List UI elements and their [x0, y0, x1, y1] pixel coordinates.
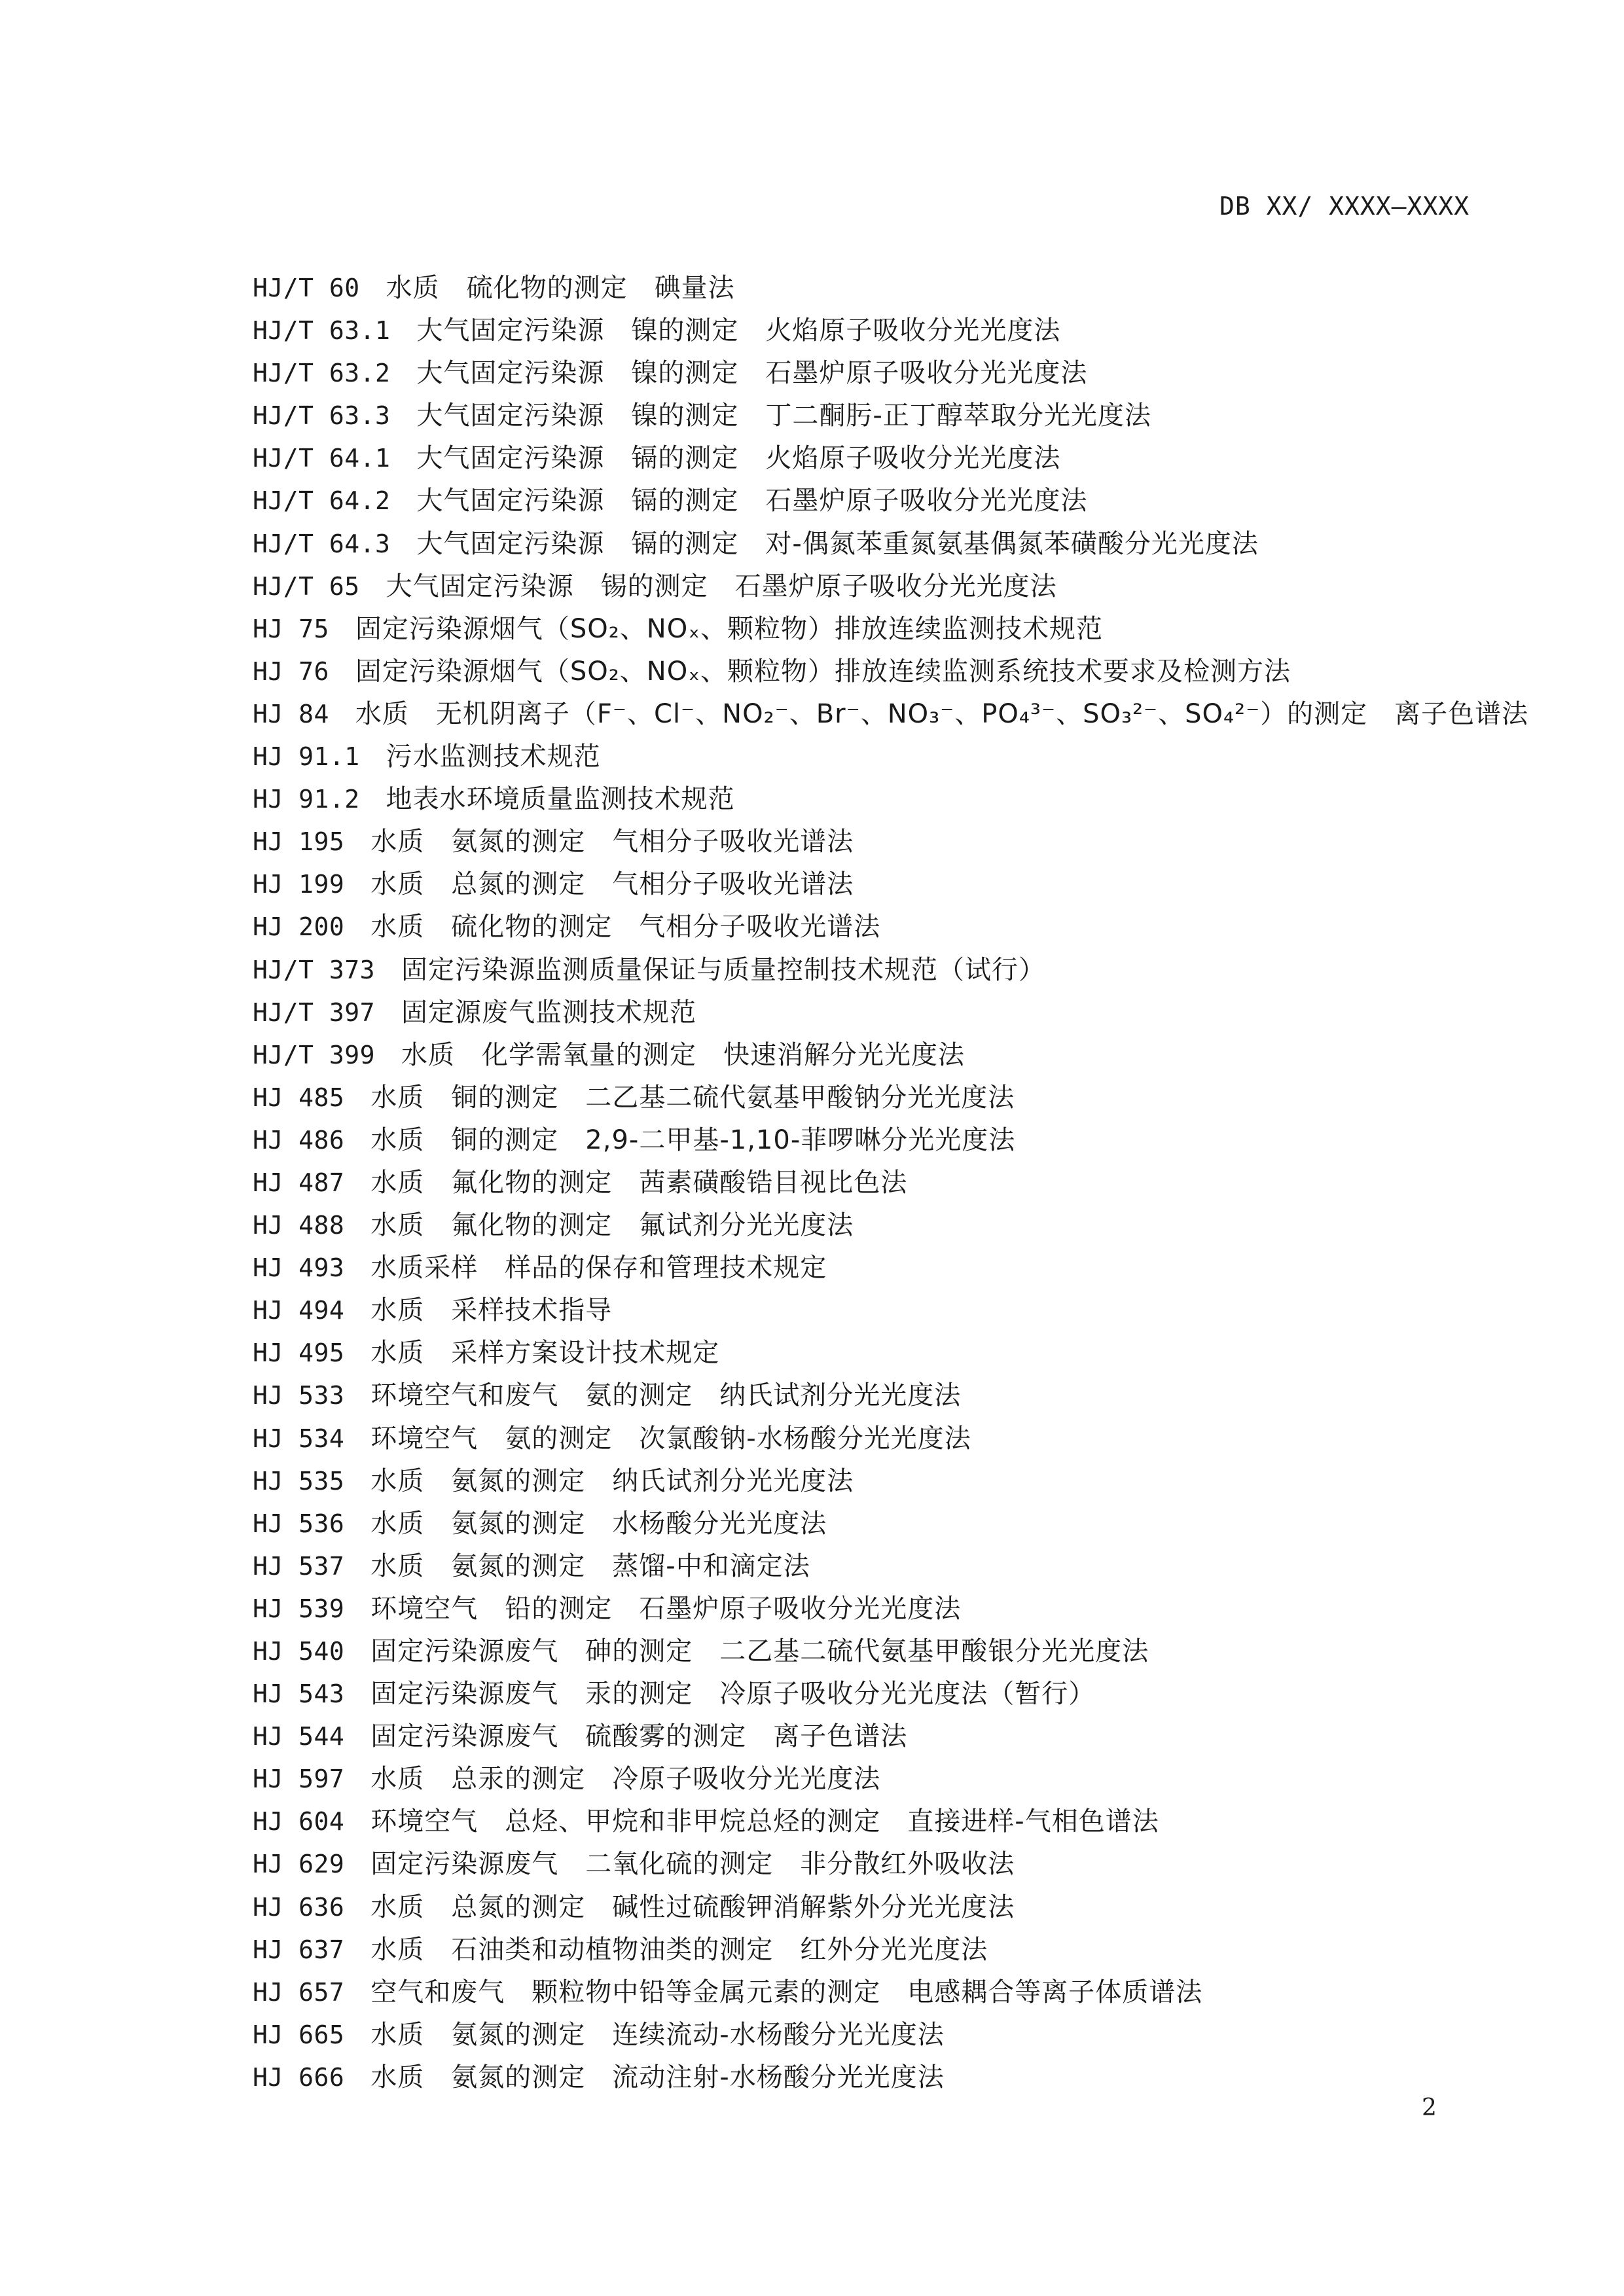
reference-list — [253, 267, 1528, 2099]
reference-item — [253, 1758, 1528, 1801]
reference-title: 水质 铜的测定 二乙基二硫代氨基甲酸钠分光光度法 — [370, 1082, 1015, 1113]
reference-title: 地表水环境质量监测技术规范 — [386, 784, 735, 815]
reference-title: 水质 采样技术指导 — [370, 1295, 613, 1326]
reference-item — [253, 693, 1528, 736]
reference-title: 水质 氟化物的测定 茜素磺酸锆目视比色法 — [370, 1167, 908, 1198]
reference-title: 水质 氨氮的测定 连续流动-水杨酸分光光度法 — [370, 2019, 945, 2050]
reference-title: 水质 氨氮的测定 纳氏试剂分光光度法 — [370, 1465, 854, 1496]
reference-title: 固定源废气监测技术规范 — [401, 997, 697, 1028]
reference-item — [253, 565, 1528, 608]
reference-code: HJ 199 — [253, 870, 345, 899]
reference-item — [253, 1971, 1528, 2014]
reference-item — [253, 1418, 1528, 1460]
reference-title: 固定污染源监测质量保证与质量控制技术规范（试行） — [401, 954, 1046, 985]
reference-title: 大气固定污染源 镉的测定 对-偶氮苯重氮氨基偶氮苯磺酸分光光度法 — [416, 528, 1259, 559]
reference-code: HJ 636 — [253, 1892, 345, 1922]
reference-code: HJ 487 — [253, 1168, 345, 1197]
reference-item — [253, 1503, 1528, 1545]
reference-code: HJ 533 — [253, 1381, 345, 1410]
reference-item — [253, 821, 1528, 863]
document-code: DB XX/ XXXX—XXXX — [1219, 192, 1470, 221]
reference-item — [253, 1843, 1528, 1886]
reference-title: 水质 总汞的测定 冷原子吸收分光光度法 — [370, 1764, 881, 1795]
reference-item — [253, 608, 1528, 651]
reference-item — [253, 1034, 1528, 1077]
reference-title: 水质 氨氮的测定 水杨酸分光光度法 — [370, 1508, 827, 1539]
reference-title: 环境空气和废气 氨的测定 纳氏试剂分光光度法 — [370, 1380, 962, 1411]
reference-code: HJ 493 — [253, 1253, 345, 1283]
reference-title: 水质 硫化物的测定 气相分子吸收光谱法 — [370, 912, 881, 942]
reference-item — [253, 1715, 1528, 1758]
reference-title: 水质 铜的测定 2,9-二甲基-1,10-菲啰啉分光光度法 — [370, 1124, 1016, 1155]
reference-code: HJ/T 64.3 — [253, 529, 391, 558]
reference-title: 水质 氨氮的测定 气相分子吸收光谱法 — [370, 827, 854, 857]
reference-item — [253, 949, 1528, 992]
reference-code: HJ 91.1 — [253, 742, 360, 772]
reference-code: HJ 75 — [253, 614, 329, 643]
reference-item — [253, 1247, 1528, 1289]
reference-item — [253, 1289, 1528, 1332]
reference-title: 大气固定污染源 锡的测定 石墨炉原子吸收分光光度法 — [386, 571, 1057, 601]
reference-title: 水质采样 样品的保存和管理技术规定 — [370, 1253, 827, 1283]
reference-code: HJ 657 — [253, 1977, 345, 2007]
reference-item — [253, 1673, 1528, 1715]
reference-code: HJ/T 65 — [253, 571, 360, 601]
reference-code: HJ 540 — [253, 1637, 345, 1666]
reference-code: HJ/T 373 — [253, 955, 376, 984]
reference-title: 水质 石油类和动植物油类的测定 红外分光光度法 — [370, 1934, 988, 1965]
reference-title: 水质 氟化物的测定 氟试剂分光光度法 — [370, 1210, 854, 1241]
page-number: 2 — [1422, 2094, 1437, 2121]
reference-title: 固定污染源烟气（SO₂、NOₓ、颗粒物）排放连续监测系统技术要求及检测方法 — [355, 656, 1291, 687]
reference-item — [253, 2056, 1528, 2099]
reference-code: HJ/T 63.3 — [253, 401, 391, 431]
reference-title: 水质 总氮的测定 气相分子吸收光谱法 — [370, 869, 854, 900]
reference-title: 大气固定污染源 镍的测定 石墨炉原子吸收分光光度法 — [416, 358, 1088, 389]
reference-item — [253, 736, 1528, 778]
reference-item — [253, 863, 1528, 906]
reference-title: 大气固定污染源 镍的测定 丁二酮肟-正丁醇萃取分光光度法 — [416, 401, 1151, 431]
reference-title: 固定污染源废气 二氧化硫的测定 非分散红外吸收法 — [370, 1849, 1015, 1880]
reference-code: HJ/T 397 — [253, 997, 376, 1027]
reference-item — [253, 1162, 1528, 1204]
reference-code: HJ 91.2 — [253, 785, 360, 814]
reference-title: 水质 氨氮的测定 流动注射-水杨酸分光光度法 — [370, 2062, 945, 2092]
reference-item — [253, 2014, 1528, 2056]
reference-item — [253, 1630, 1528, 1673]
reference-title: 水质 无机阴离子（F⁻、Cl⁻、NO₂⁻、Br⁻、NO₃⁻、PO₄³⁻、SO₃²⁻、SO₄²⁻）的测定 离子色谱法 — [355, 698, 1529, 729]
reference-code: HJ 537 — [253, 1551, 345, 1581]
reference-title: 水质 硫化物的测定 碘量法 — [386, 273, 735, 303]
reference-title: 环境空气 氨的测定 次氯酸钠-水杨酸分光光度法 — [370, 1423, 971, 1454]
reference-code: HJ 543 — [253, 1679, 345, 1709]
reference-code: HJ 666 — [253, 2062, 345, 2092]
reference-code: HJ 488 — [253, 1211, 345, 1240]
reference-item — [253, 1588, 1528, 1630]
reference-item — [253, 1332, 1528, 1374]
reference-code: HJ 195 — [253, 827, 345, 857]
reference-title: 大气固定污染源 镉的测定 火焰原子吸收分光光度法 — [416, 443, 1061, 474]
reference-title: 固定污染源废气 砷的测定 二乙基二硫代氨基甲酸银分光光度法 — [370, 1636, 1149, 1666]
reference-title: 空气和废气 颗粒物中铅等金属元素的测定 电感耦合等离子体质谱法 — [370, 1977, 1203, 2007]
reference-title: 固定污染源废气 汞的测定 冷原子吸收分光光度法（暂行） — [370, 1679, 1096, 1710]
reference-code: HJ 494 — [253, 1296, 345, 1325]
reference-item — [253, 1801, 1528, 1843]
reference-code: HJ/T 399 — [253, 1040, 376, 1069]
reference-code: HJ 604 — [253, 1807, 345, 1837]
reference-item — [253, 1460, 1528, 1503]
reference-code: HJ 597 — [253, 1765, 345, 1794]
reference-code: HJ 76 — [253, 656, 329, 686]
reference-title: 水质 化学需氧量的测定 快速消解分光光度法 — [401, 1039, 965, 1070]
reference-item — [253, 1929, 1528, 1971]
reference-code: HJ 637 — [253, 1935, 345, 1964]
reference-item — [253, 1545, 1528, 1588]
reference-item — [253, 437, 1528, 480]
reference-code: HJ/T 60 — [253, 274, 360, 302]
reference-title: 水质 总氮的测定 碱性过硫酸钾消解紫外分光光度法 — [370, 1892, 1015, 1922]
reference-item — [253, 1077, 1528, 1119]
reference-title: 水质 采样方案设计技术规定 — [370, 1338, 720, 1369]
reference-code: HJ 629 — [253, 1850, 345, 1879]
reference-title: 大气固定污染源 镍的测定 火焰原子吸收分光光度法 — [416, 315, 1061, 346]
reference-item — [253, 778, 1528, 821]
reference-code: HJ 534 — [253, 1424, 345, 1453]
reference-code: HJ/T 63.1 — [253, 316, 391, 346]
reference-item — [253, 310, 1528, 352]
reference-item — [253, 1204, 1528, 1247]
reference-code: HJ 539 — [253, 1594, 345, 1623]
reference-code: HJ 485 — [253, 1083, 345, 1112]
reference-code: HJ/T 64.2 — [253, 486, 391, 516]
reference-code: HJ 200 — [253, 912, 345, 942]
reference-item — [253, 395, 1528, 437]
reference-code: HJ 544 — [253, 1722, 345, 1751]
reference-item — [253, 267, 1528, 310]
reference-code: HJ 535 — [253, 1466, 345, 1496]
reference-code: HJ 486 — [253, 1125, 345, 1155]
reference-code: HJ/T 63.2 — [253, 359, 391, 388]
reference-item — [253, 1886, 1528, 1929]
reference-code: HJ 495 — [253, 1338, 345, 1368]
reference-title: 污水监测技术规范 — [386, 742, 601, 772]
reference-title: 环境空气 总烃、甲烷和非甲烷总烃的测定 直接进样-气相色谱法 — [370, 1806, 1159, 1837]
reference-item — [253, 992, 1528, 1034]
reference-title: 环境空气 铅的测定 石墨炉原子吸收分光光度法 — [370, 1593, 962, 1624]
reference-item — [253, 352, 1528, 395]
reference-item — [253, 651, 1528, 693]
reference-title: 大气固定污染源 镉的测定 石墨炉原子吸收分光光度法 — [416, 486, 1088, 516]
reference-title: 水质 氨氮的测定 蒸馏-中和滴定法 — [370, 1551, 810, 1581]
reference-code: HJ 536 — [253, 1509, 345, 1538]
reference-item — [253, 480, 1528, 522]
reference-item — [253, 1119, 1528, 1162]
reference-item — [253, 906, 1528, 948]
reference-code: HJ 665 — [253, 2020, 345, 2049]
reference-item — [253, 1374, 1528, 1417]
reference-title: 固定污染源废气 硫酸雾的测定 离子色谱法 — [370, 1721, 908, 1752]
reference-code: HJ 84 — [253, 699, 329, 728]
reference-code: HJ/T 64.1 — [253, 444, 391, 473]
reference-item — [253, 523, 1528, 565]
reference-title: 固定污染源烟气（SO₂、NOₓ、颗粒物）排放连续监测技术规范 — [355, 613, 1103, 644]
